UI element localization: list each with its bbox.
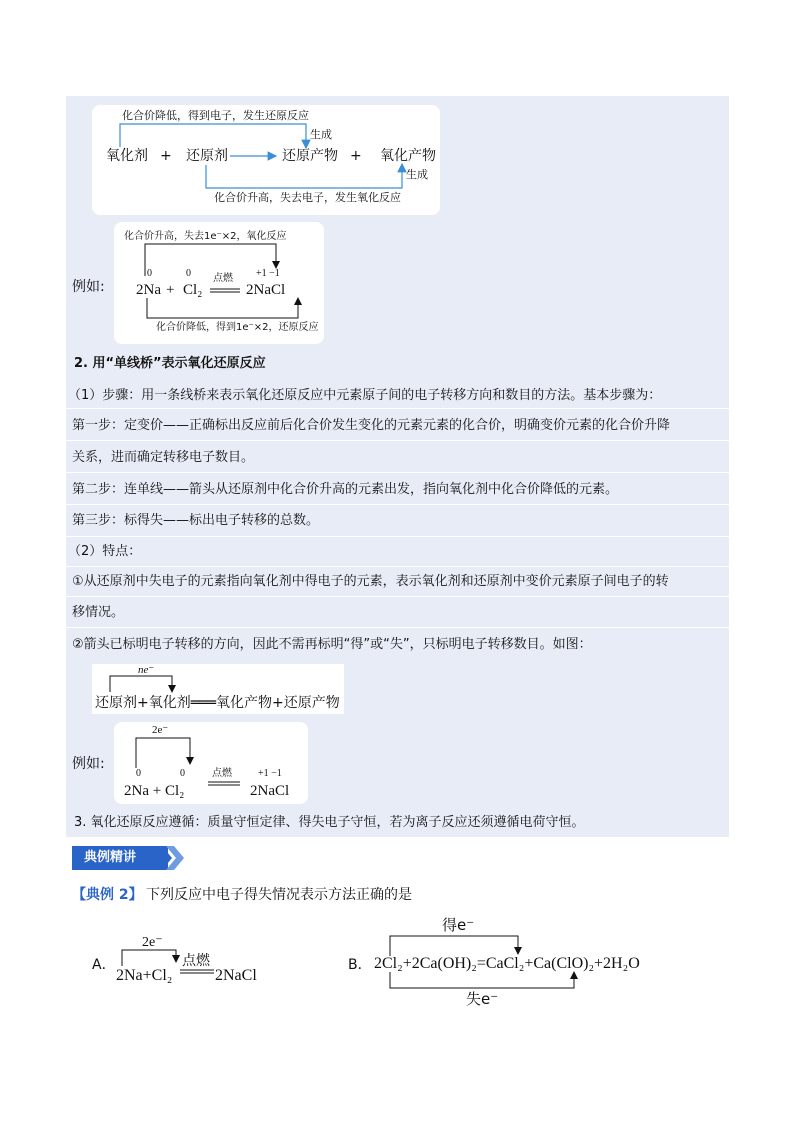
example1-bottom-note: 化合价降低，得到1e⁻×2，还原反应 [156, 322, 319, 333]
example-label: 例如: [72, 756, 105, 772]
option-a-label[interactable]: A． [92, 957, 116, 973]
product-nacl: 2NaCl [246, 282, 286, 298]
oxidation-state: +1 −1 [258, 768, 282, 779]
section-title: 2. 用“单线桥”表示氧化还原反应 [74, 356, 266, 371]
step-2: 第二步：连单线——箭头从还原剂中化合价升高的元素出发，指向氧化剂中化合价降低的元素。 [72, 482, 619, 497]
electron-count: 2e⁻ [152, 724, 169, 736]
scheme-gen-label: 生成 [406, 168, 428, 181]
reaction-condition: 点燃 [212, 768, 232, 779]
option-b-loss-label: 失e⁻ [466, 990, 499, 1008]
steps-intro: （1）步骤：用一条线桥来表示氧化还原反应中元素原子间的电子转移方向和数目的方法。基本步骤为： [68, 388, 662, 403]
reactant-cl2: Cl₂ [183, 282, 203, 298]
option-b-label[interactable]: B． [348, 957, 372, 973]
oxidation-product-label: 氧化产物 [380, 148, 436, 164]
step-1-cont: 关系，进而确定转移电子数目。 [72, 450, 255, 465]
scheme-bottom-note: 化合价升高，失去电子，发生氧化反应 [214, 191, 401, 204]
oxidation-state: 0 [180, 768, 185, 779]
single-bridge-equation: 还原剂+氧化剂═══氧化产物+还原产物 [95, 695, 340, 711]
question-stem: 下列反应中电子得失情况表示方法正确的是 [146, 887, 412, 903]
electron-count: ne⁻ [138, 664, 155, 676]
oxidation-state: 0 [186, 268, 191, 279]
section-banner: 典例精讲 [72, 846, 168, 870]
scheme-top-note: 化合价降低，得到电子，发生还原反应 [122, 109, 309, 122]
reductant-label: 还原剂 [186, 148, 228, 164]
oxidation-state: +1 −1 [256, 268, 280, 279]
oxidation-state: 0 [136, 768, 141, 779]
example-label: 例如: [72, 279, 105, 295]
step-3: 第三步：标得失——标出电子转移的总数。 [72, 513, 320, 528]
option-a-reactants: 2Na+Cl₂ [116, 967, 173, 984]
option-b-equation: 2Cl₂+2Ca(OH)₂=CaCl₂+Ca(ClO)₂+2H₂O [374, 955, 640, 972]
question-tag-text: 【典例 2】 [72, 887, 143, 903]
reactant-na: 2Na [136, 282, 161, 298]
plus-sign: + [160, 148, 172, 164]
feature-1: ①从还原剂中失电子的元素指向氧化剂中得电子的元素，表示氧化剂和还原剂中变价元素原子间电子的转 [72, 574, 669, 589]
features-title: （2）特点： [68, 544, 142, 559]
section-3-text: 3. 氧化还原反应遵循：质量守恒定律、得失电子守恒，若为离子反应还须遵循电荷守恒。 [74, 815, 585, 830]
feature-2: ②箭头已标明电子转移的方向，因此不需再标明“得”或“失”，只标明电子转移数目。如图： [72, 637, 592, 652]
option-b-gain-label: 得e⁻ [442, 916, 475, 934]
plus-sign: + [166, 282, 175, 298]
scheme-gen-label: 生成 [310, 128, 332, 141]
reduction-product-label: 还原产物 [282, 148, 338, 164]
reaction-condition: 点燃 [213, 273, 233, 284]
example2-reactants: 2Na + Cl₂ [124, 783, 185, 799]
option-a-electrons: 2e⁻ [142, 935, 163, 950]
example2-product: 2NaCl [250, 783, 290, 799]
option-a-product: 2NaCl [215, 967, 257, 984]
oxidation-state: 0 [147, 268, 152, 279]
step-1: 第一步：定变价——正确标出反应前后化合价发生变化的元素元素的化合价，明确变价元素的化合价升降 [72, 418, 671, 433]
option-a-condition: 点燃 [182, 953, 210, 969]
oxidant-label: 氧化剂 [106, 148, 148, 164]
plus-sign: + [350, 148, 362, 164]
feature-1-cont: 移情况。 [72, 605, 125, 620]
example1-top-note: 化合价升高，失去1e⁻×2，氧化反应 [124, 231, 287, 242]
